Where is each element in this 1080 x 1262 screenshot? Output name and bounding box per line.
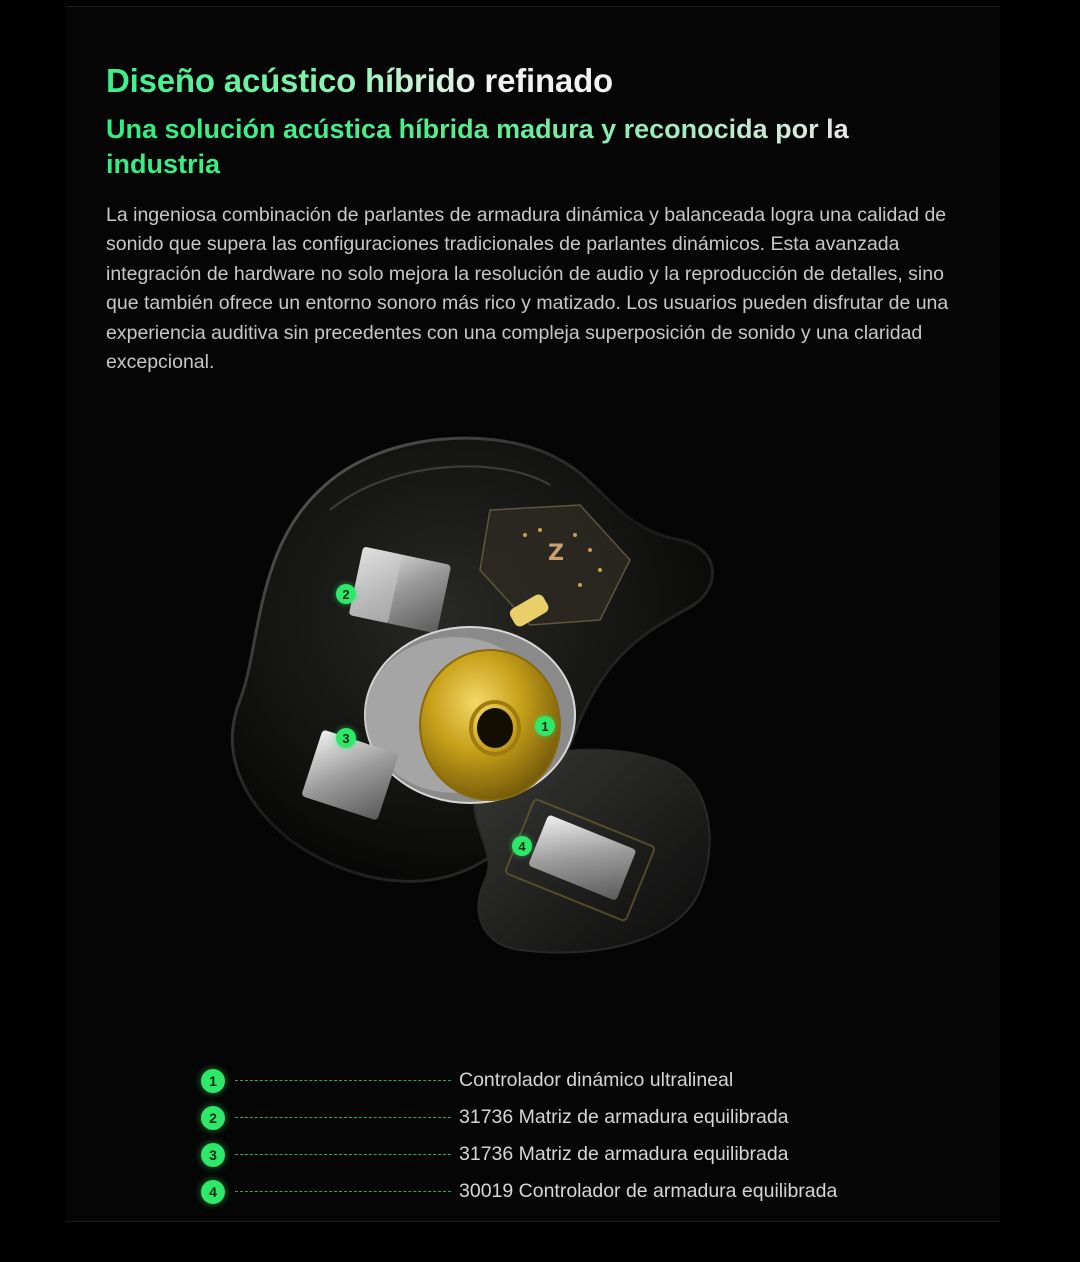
legend-number-badge: 3: [201, 1143, 225, 1167]
marker-1: 1: [535, 716, 555, 736]
page-subtitle: Una solución acústica híbrida madura y reconocida por la industria: [106, 112, 926, 182]
legend-row: [201, 1099, 901, 1136]
earphone-illustration: [180, 420, 800, 1020]
svg-text:Z: Z: [548, 541, 564, 566]
description-paragraph: La ingeniosa combinación de parlantes de armadura dinámica y balanceada logra una calidad de sonido que supera las configuraciones tradicionales de parlantes dinámicos. Esta avanzada integración de hardware no solo mejora la resolución de audio y la reproducción de detalles, sino que también ofrece un entorno sonoro más rico y matizado. Los usuarios pueden disfrutar de una experiencia auditiva sin precedentes con una compleja superposición de sonido y una claridad excepcional.: [106, 204, 949, 374]
legend-row: [201, 1173, 901, 1210]
legend-label: 31736 Matriz de armadura equilibrada: [459, 1143, 789, 1165]
earphone-exploded-view: [180, 420, 800, 1020]
legend-label: Controlador dinámico ultralineal: [459, 1069, 734, 1091]
legend-row: [201, 1136, 901, 1173]
page-title: Diseño acústico híbrido refinado: [106, 62, 614, 99]
legend-leader-line: [235, 1080, 451, 1081]
legend-leader-line: [235, 1117, 451, 1118]
legend-leader-line: [235, 1154, 451, 1155]
legend-number-badge: 1: [201, 1069, 225, 1093]
legend-row: [201, 1062, 901, 1099]
legend-leader-line: [235, 1191, 451, 1192]
marker-2: 2: [336, 584, 356, 604]
legend-number-badge: 4: [201, 1180, 225, 1204]
legend-label: 31736 Matriz de armadura equilibrada: [459, 1106, 789, 1128]
legend-number-badge: 2: [201, 1106, 225, 1130]
marker-3: 3: [336, 728, 356, 748]
marker-4: 4: [512, 836, 532, 856]
legend-label: 30019 Controlador de armadura equilibrada: [459, 1180, 838, 1202]
component-legend: [201, 1062, 901, 1210]
